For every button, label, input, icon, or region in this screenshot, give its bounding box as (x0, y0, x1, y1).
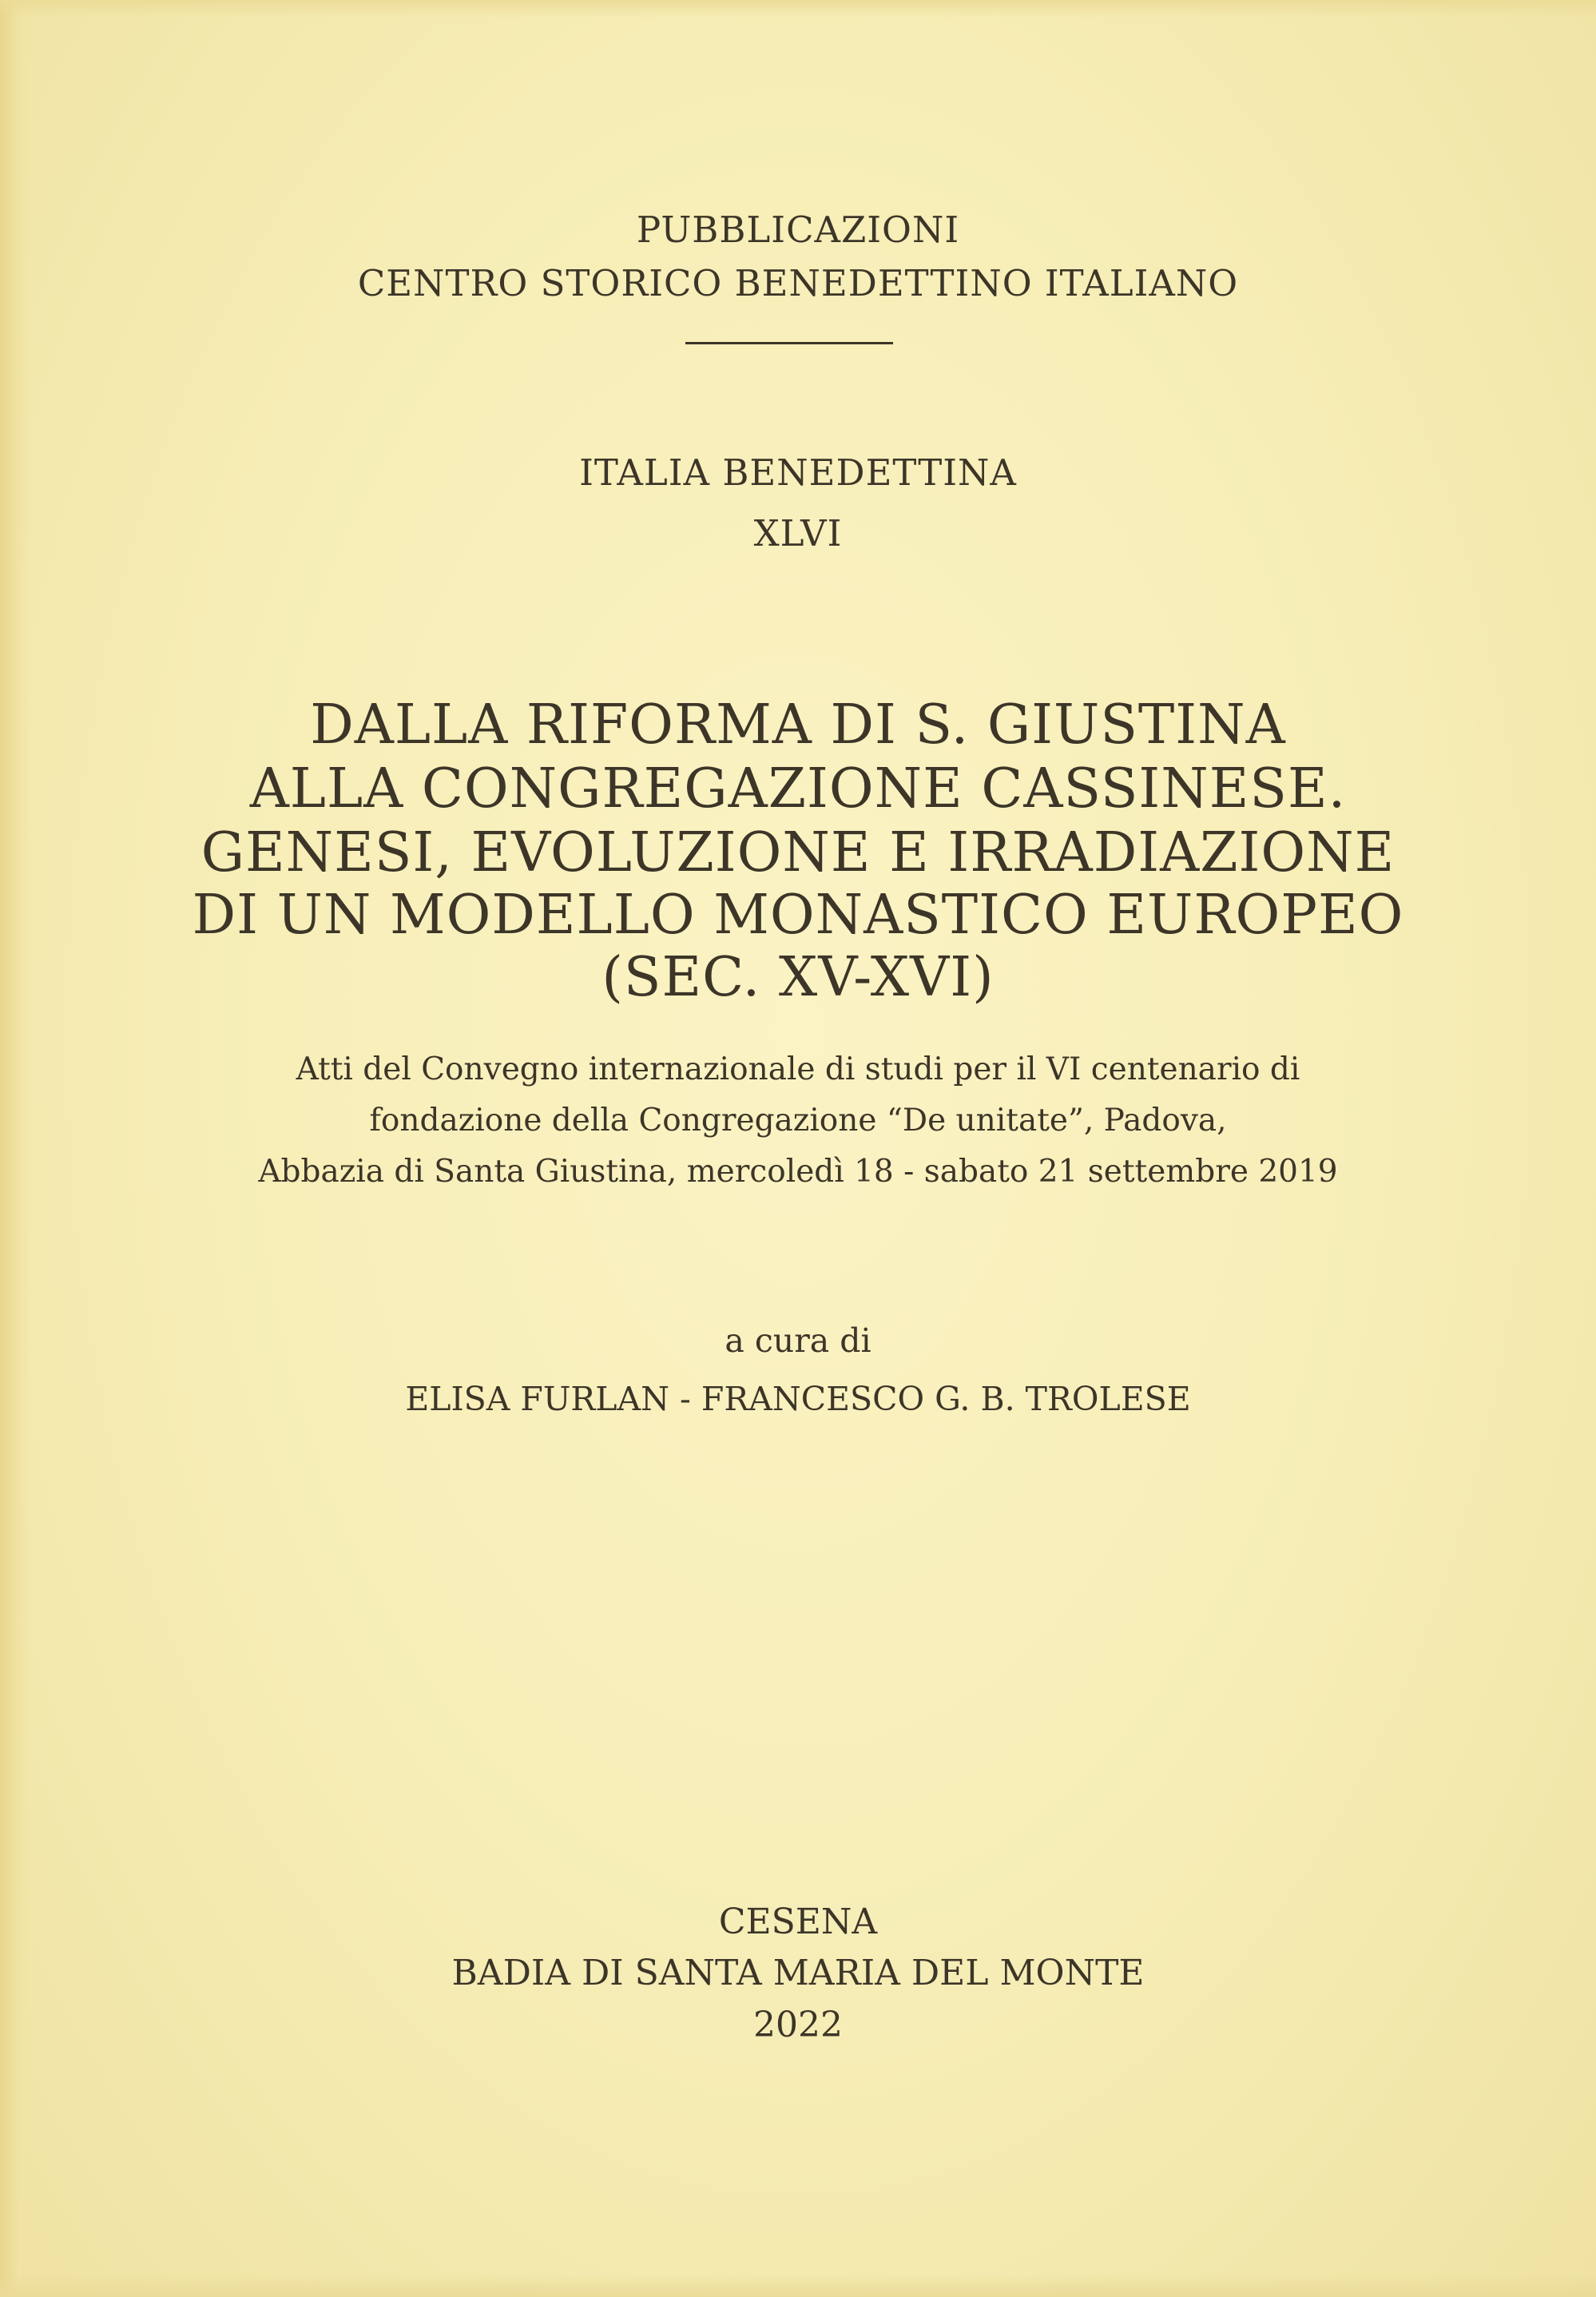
header-divider (685, 342, 893, 344)
subtitle-line-3: Abbazia di Santa Giustina, mercoledì 18 - sabato 21 settembre 2019 (258, 1154, 1338, 1190)
subtitle-line-1: Atti del Convegno internazionale di studi per il VI centenario di (296, 1051, 1300, 1087)
editors-label: a cura di (725, 1321, 871, 1360)
title-line-1: DALLA RIFORMA DI S. GIUSTINA (310, 693, 1286, 757)
series-volume: XLVI (753, 512, 843, 554)
cover-top-edge (0, 0, 1596, 18)
imprint-year: 2022 (753, 2005, 843, 2045)
institution-name: CENTRO STORICO BENEDETTINO ITALIANO (357, 262, 1239, 304)
title-line-5: (SEC. XV-XVI) (601, 946, 995, 1009)
imprint-city: CESENA (718, 1902, 878, 1942)
editors-names: ELISA FURLAN - FRANCESCO G. B. TROLESE (405, 1380, 1191, 1418)
title-line-4: DI UN MODELLO MONASTICO EUROPEO (192, 884, 1404, 947)
cover-bottom-edge (0, 2273, 1596, 2297)
series-name: ITALIA BENEDETTINA (579, 451, 1017, 494)
title-line-3: GENESI, EVOLUZIONE E IRRADIAZIONE (200, 821, 1396, 884)
publisher-series: PUBBLICAZIONI (636, 209, 960, 251)
subtitle-line-2: fondazione della Congregazione “De unitate”, Padova, (369, 1103, 1227, 1139)
imprint-publisher: BADIA DI SANTA MARIA DEL MONTE (451, 1953, 1145, 1993)
title-line-2: ALLA CONGREGAZIONE CASSINESE. (249, 757, 1347, 821)
